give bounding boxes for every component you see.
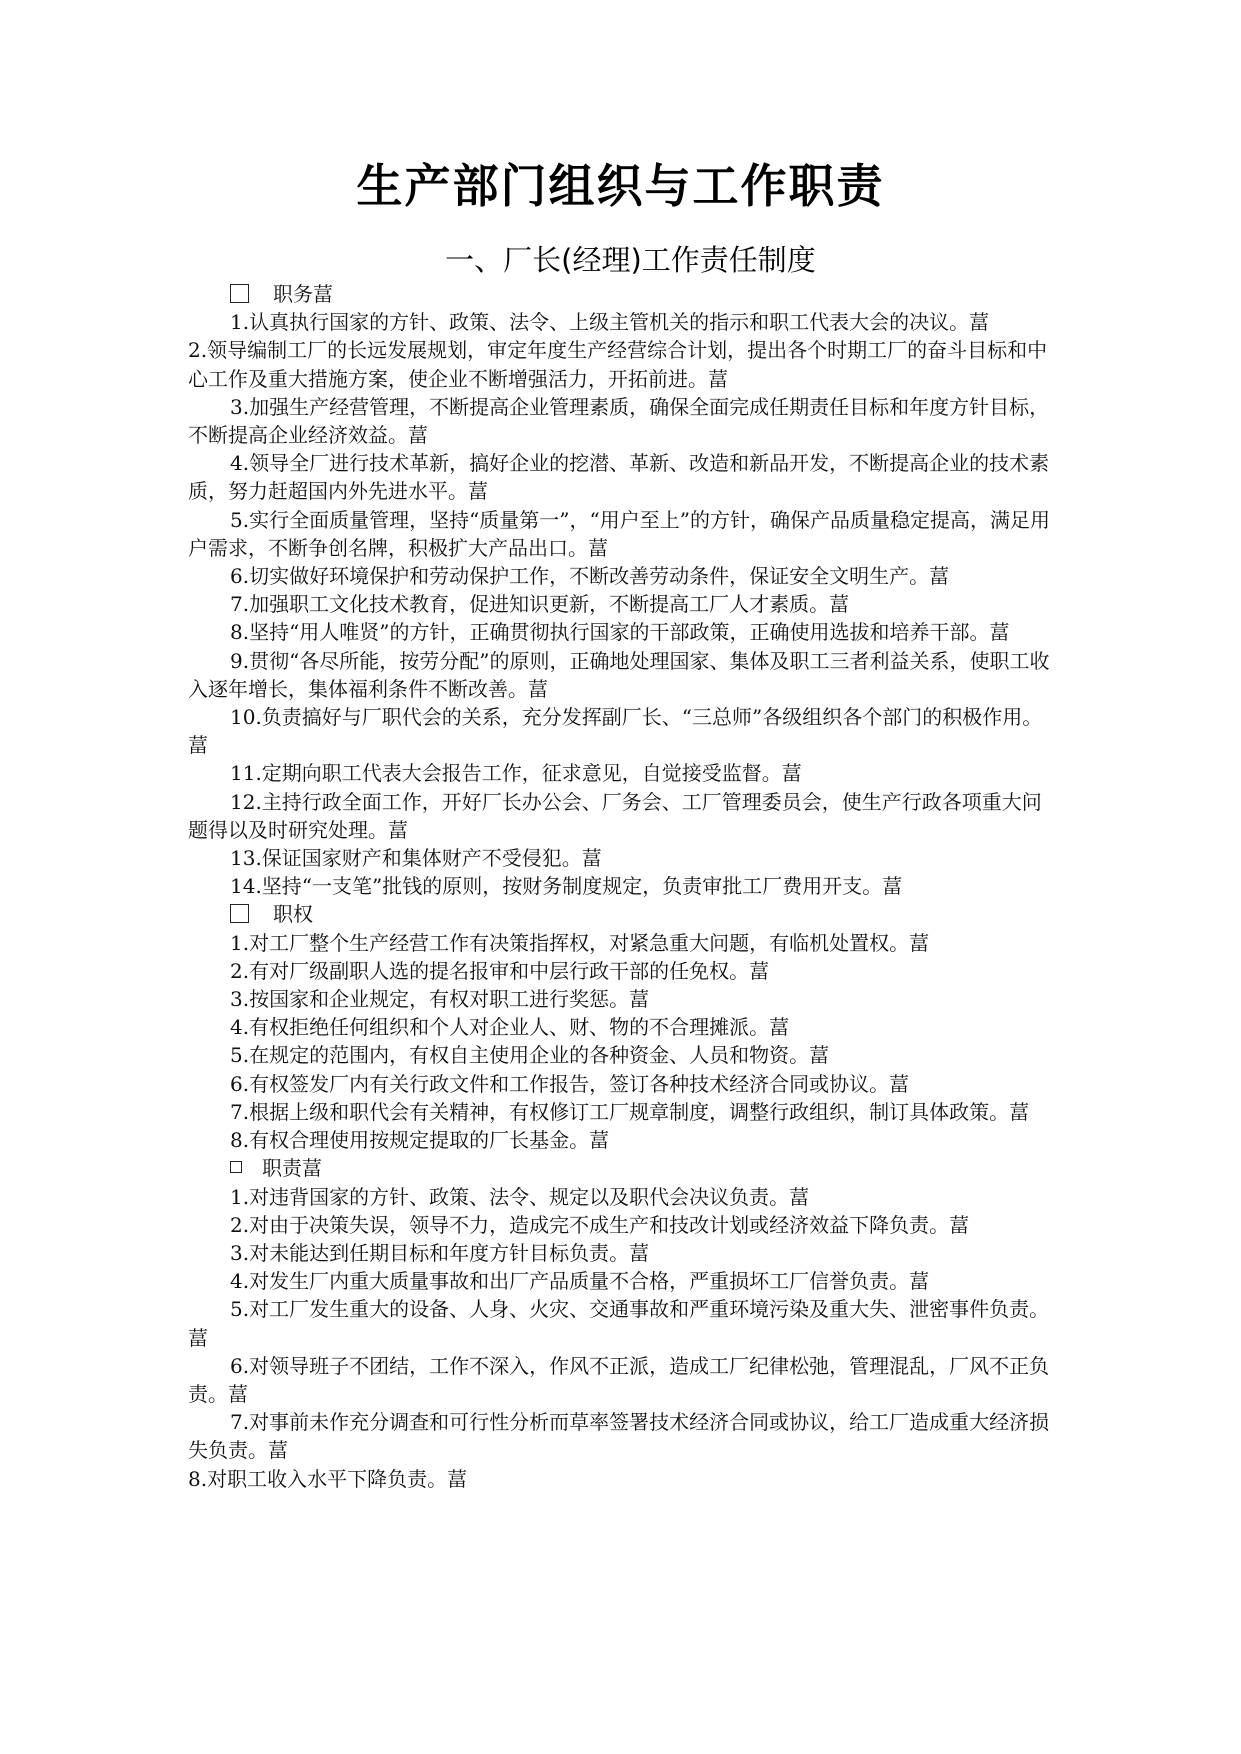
section-heading-label: 职务葍 [273, 282, 333, 306]
checkbox-icon [230, 1161, 242, 1173]
list-item: 7.根据上级和职代会有关精神，有权修订工厂规章制度，调整行政组织，制订具体政策。葍 [230, 1099, 1030, 1124]
list-item: 7.对事前未作充分调查和可行性分析而草率签署技术经济合同或协议，给工厂造成重大经济损失负责。葍 [188, 1410, 1050, 1463]
section-heading-duties [188, 280, 1052, 308]
list-item: 4.有权拒绝任何组织和个人对企业人、财、物的不合理摊派。葍 [230, 1015, 790, 1040]
checkbox-icon [230, 904, 249, 923]
list-item: 10.负责搞好与厂职代会的关系，充分发挥副厂长、“三总师”各级组织各个部门的积极作用。葍 [188, 705, 1043, 758]
section-heading-label: 职责葍 [262, 1156, 322, 1181]
list-item: 4.领导全厂进行技术革新，搞好企业的挖潜、革新、改造和新品开发，不断提高企业的技术素质，努力赶超国内外先进水平。葍 [188, 451, 1050, 504]
list-item: 2.领导编制工厂的长远发展规划，审定年度生产经营综合计划，提出各个时期工厂的奋斗目标和中心工作及重大措施方案，使企业不断增强活力，开拓前进。葍 [188, 338, 1048, 391]
section-title: 一、厂长(经理)工作责任制度 [445, 243, 816, 277]
list-item: 1.认真执行国家的方针、政策、法令、上级主管机关的指示和职工代表大会的决议。葍 [230, 310, 990, 335]
list-item: 7.加强职工文化技术教育，促进知识更新，不断提高工厂人才素质。葍 [230, 592, 850, 617]
list-item: 2.对由于决策失误，领导不力，造成完不成生产和技改计划或经济效益下降负责。葍 [230, 1212, 970, 1237]
list-item: 8.坚持“用人唯贤”的方针，正确贯彻执行国家的干部政策，正确使用选拔和培养干部。葍 [230, 620, 1010, 645]
list-item: 13.保证国家财产和集体财产不受侵犯。葍 [230, 846, 602, 871]
list-item: 3.对未能达到任期目标和年度方针目标负责。葍 [230, 1240, 650, 1265]
section-heading-responsibilities [188, 1154, 1052, 1182]
list-item: 9.贯彻“各尽所能，按劳分配”的原则，正确地处理国家、集体及职工三者利益关系，使职工收入逐年增长，集体福利条件不断改善。葍 [188, 648, 1050, 701]
list-item: 6.对领导班子不团结，工作不深入，作风不正派，造成工厂纪律松弛，管理混乱，厂风不正负责。葍 [188, 1353, 1050, 1406]
checkbox-icon [230, 284, 249, 303]
list-item: 1.对违背国家的方针、政策、法令、规定以及职代会决议负责。葍 [230, 1184, 810, 1209]
list-item: 2.有对厂级副职人选的提名报审和中层行政干部的任免权。葍 [230, 958, 770, 983]
list-item: 6.有权签发厂内有关行政文件和工作报告，签订各种技术经济合同或协议。葍 [230, 1071, 910, 1096]
list-item: 5.对工厂发生重大的设备、人身、火灾、交通事故和严重环境污染及重大失、泄密事件负责。葍 [188, 1297, 1050, 1350]
list-item: 8.对职工收入水平下降负责。葍 [188, 1466, 468, 1491]
list-item: 6.切实做好环境保护和劳动保护工作，不断改善劳动条件，保证安全文明生产。葍 [230, 564, 950, 589]
section-heading-label: 职权 [273, 902, 313, 927]
list-item: 1.对工厂整个生产经营工作有决策指挥权，对紧急重大问题，有临机处置权。葍 [230, 930, 930, 955]
document-body [188, 280, 1052, 1493]
section-heading-powers [188, 900, 1052, 928]
list-item: 8.有权合理使用按规定提取的厂长基金。葍 [230, 1128, 610, 1153]
list-item: 12.主持行政全面工作，开好厂长办公会、厂务会、工厂管理委员会，使生产行政各项重大问题得以及时研究处理。葍 [188, 789, 1042, 842]
list-item: 3.加强生产经营管理，不断提高企业管理素质，确保全面完成任期责任目标和年度方针目标，不断提高企业经济效益。葍 [188, 394, 1050, 448]
list-item: 14.坚持“一支笔”批钱的原则，按财务制度规定，负责审批工厂费用开支。葍 [230, 874, 903, 899]
list-item: 5.实行全面质量管理，坚持“质量第一”，“用户至上”的方针，确保产品质量稳定提高，满足用户需求，不断争创名牌，积极扩大产品出口。葍 [188, 507, 1050, 560]
list-item: 4.对发生厂内重大质量事故和出厂产品质量不合格，严重损坏工厂信誉负责。葍 [230, 1269, 930, 1294]
list-item: 5.在规定的范围内，有权自主使用企业的各种资金、人员和物资。葍 [230, 1043, 830, 1068]
document-title: 生产部门组织与工作职责 [356, 159, 885, 213]
list-item: 3.按国家和企业规定，有权对职工进行奖惩。葍 [230, 987, 650, 1012]
list-item: 11.定期向职工代表大会报告工作，征求意见，自觉接受监督。葍 [230, 761, 802, 786]
